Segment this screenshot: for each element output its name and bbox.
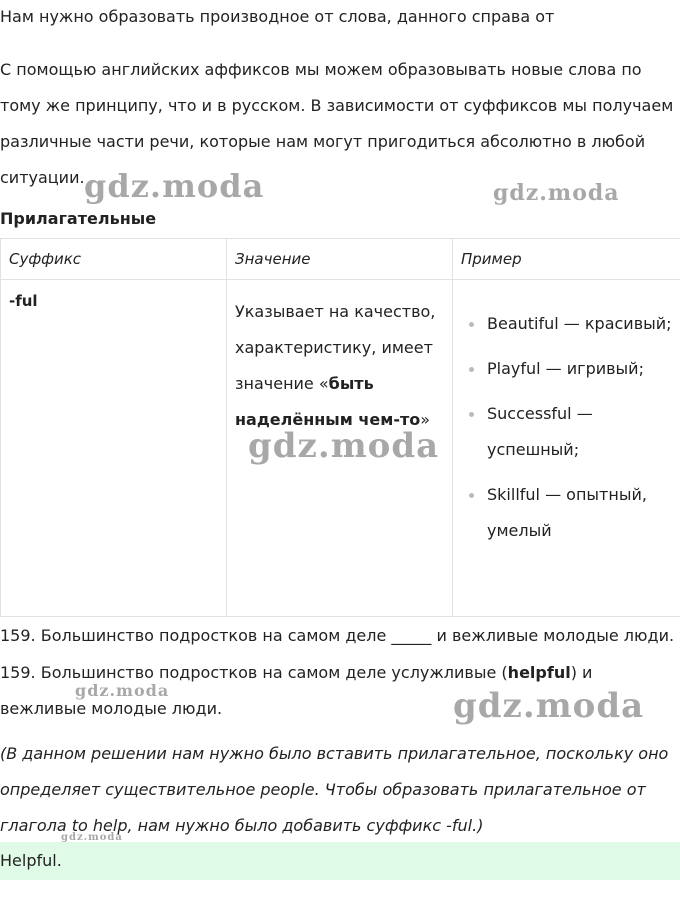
meaning-pre: Указывает на качество, характеристику, имеет значение « xyxy=(235,302,436,393)
intro-paragraph: С помощью английских аффиксов мы можем образовывать новые слова по тому же принципу, что и в русском. В зависимости от суффиксов мы получаем различные части речи, которые нам могут пригодиться абсолютно в любой ситуации. xyxy=(0,60,674,187)
suffix-value: -ful xyxy=(9,292,38,310)
answer-bold: helpful xyxy=(507,663,571,682)
section-heading: Прилагательные xyxy=(0,209,157,228)
list-item: Successful — успешный; xyxy=(487,396,672,468)
watermark-logo: gdz.moda xyxy=(248,426,440,466)
meaning-bold: быть наделённым чем-то xyxy=(235,374,421,429)
watermark-logo: gdz.moda xyxy=(493,180,620,206)
final-answer: Helpful. xyxy=(0,842,680,880)
header-meaning: Значение xyxy=(227,239,453,280)
question-text: 159. Большинство подростков на самом деле _____ и вежливые молодые люди. xyxy=(0,626,675,645)
answer-pre: 159. Большинство подростков на самом деле услужливые ( xyxy=(0,663,508,682)
watermark-logo: gdz.moda xyxy=(453,686,645,726)
example-list xyxy=(461,280,672,549)
watermark-logo: gdz.moda xyxy=(84,167,265,205)
header-suffix: Суффикс xyxy=(1,239,227,280)
list-item: Skillful — опытный, умелый xyxy=(487,477,672,549)
meaning-text xyxy=(235,280,444,438)
meaning-post: » xyxy=(420,410,431,429)
suffix-cell xyxy=(1,280,227,617)
task-line: Нам нужно образовать производное от слова, данного справа от xyxy=(0,7,555,26)
example-cell xyxy=(453,280,680,617)
table-header-row xyxy=(1,239,680,280)
answer-post: ) и вежливые молодые люди. xyxy=(0,663,593,718)
explanation-text: (В данном решении нам нужно было вставить прилагательное, поскольку оно определяет существительное people. Чтобы образовать прилагательное от глагола to help, нам нужно было добавить суффикс -ful.) xyxy=(0,744,669,835)
list-item: Playful — игривый; xyxy=(487,351,672,387)
list-item: Beautiful — красивый; xyxy=(487,306,672,342)
watermark-logo: gdz.moda xyxy=(75,681,170,700)
watermark-logo: gdz.moda xyxy=(61,832,123,843)
header-example: Пример xyxy=(453,239,680,280)
